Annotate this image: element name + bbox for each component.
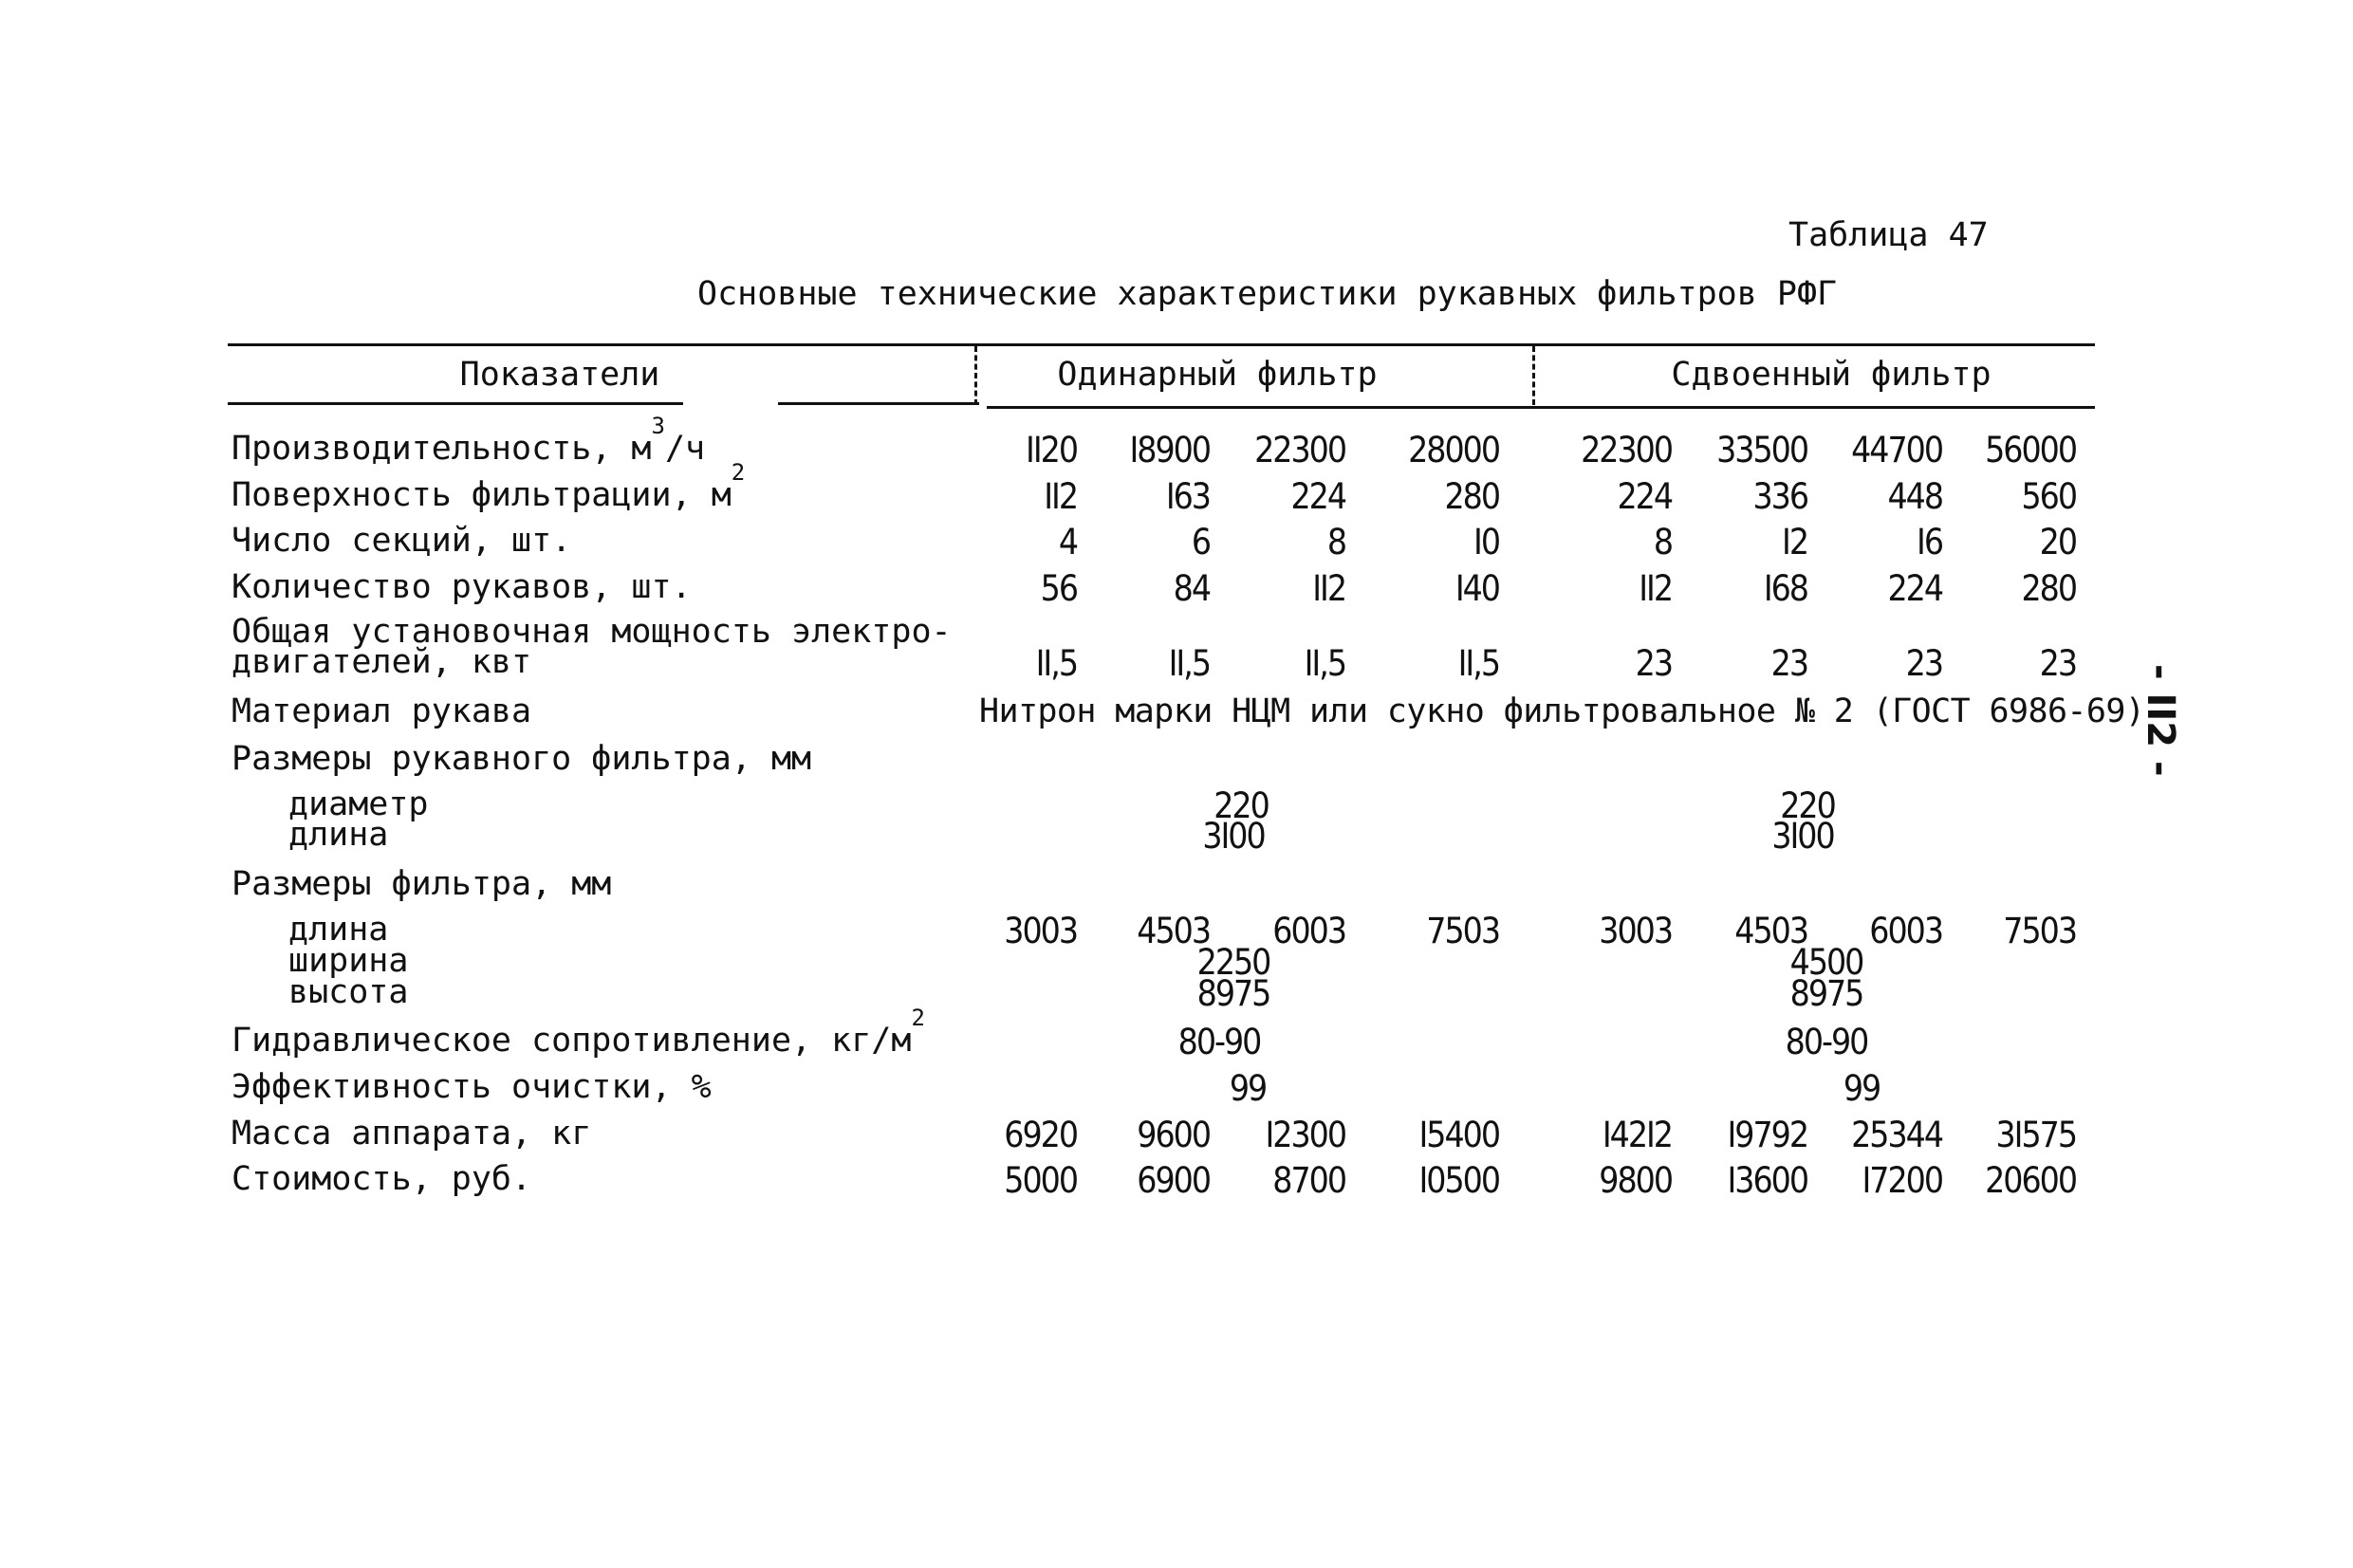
power-value-2: II,5 — [1168, 643, 1210, 684]
row-label-filter-dims: Размеры фильтра, мм — [232, 865, 612, 903]
header-divider-1 — [974, 346, 977, 405]
productivity-label-sup: 3 — [651, 413, 665, 440]
productivity-value-4: 28000 — [1408, 430, 1499, 470]
double-sleeve-diameter: 220 — [1780, 785, 1835, 826]
resistance-label-sup: 2 — [911, 1005, 925, 1032]
filter-length-value-3: 6003 — [1272, 911, 1345, 951]
mass-value-7: 25344 — [1851, 1115, 1942, 1155]
row-label-material: Материал рукава — [232, 692, 532, 730]
mass-value-8: 3I575 — [1995, 1115, 2076, 1155]
sleeves-value-6: I68 — [1763, 568, 1807, 609]
mass-value-3: I2300 — [1265, 1115, 1345, 1155]
productivity-value-3: 22300 — [1254, 430, 1345, 470]
table-title: Основные технические характеристики рукавных фильтров РФГ — [697, 275, 1838, 313]
table-label: Таблица 47 — [1788, 216, 1989, 254]
material-value: Нитрон марки НЦМ или сукно фильтровальное № 2 (ГОСТ 6986-69) — [979, 692, 2145, 730]
sleeves-value-4: I40 — [1454, 568, 1499, 609]
double-efficiency: 99 — [1843, 1068, 1881, 1109]
row-label-power-line2: двигателей, квт — [232, 643, 532, 681]
filter-length-value-1: 3003 — [1004, 911, 1077, 951]
sections-value-8: 20 — [2039, 522, 2076, 563]
row-label-sections: Число секций, шт. — [232, 522, 572, 560]
sleeves-value-3: II2 — [1312, 568, 1345, 609]
filter-height-label: высота — [288, 973, 409, 1011]
sleeves-value-2: 84 — [1173, 568, 1210, 609]
header-indicators: Показатели — [459, 356, 660, 394]
sections-value-4: I0 — [1473, 522, 1499, 563]
surface-value-2: I63 — [1165, 476, 1210, 517]
cost-value-4: I0500 — [1418, 1160, 1499, 1201]
double-sleeve-length: 3I00 — [1771, 816, 1834, 857]
sections-value-5: 8 — [1653, 522, 1672, 563]
filter-length-label: длина — [288, 911, 389, 949]
row-label-mass: Масса аппарата, кг — [232, 1115, 592, 1153]
sections-value-3: 8 — [1326, 522, 1345, 563]
single-filter-height: 8975 — [1196, 973, 1270, 1014]
header-bottom-rule-right — [987, 406, 2095, 409]
sections-value-1: 4 — [1058, 522, 1077, 563]
filter-width-label: ширина — [288, 942, 409, 980]
power-value-4: II,5 — [1457, 643, 1499, 684]
sleeves-value-1: 56 — [1040, 568, 1077, 609]
filter-length-value-2: 4503 — [1137, 911, 1210, 951]
cost-value-3: 8700 — [1272, 1160, 1345, 1201]
surface-value-7: 448 — [1887, 476, 1942, 517]
productivity-value-2: I8900 — [1129, 430, 1210, 470]
productivity-label-tail: /ч — [664, 430, 706, 468]
filter-length-value-8: 7503 — [2003, 911, 2076, 951]
sleeves-value-5: II2 — [1639, 568, 1672, 609]
single-efficiency: 99 — [1229, 1068, 1267, 1109]
sections-value-2: 6 — [1191, 522, 1210, 563]
header-divider-2 — [1532, 346, 1535, 405]
surface-value-3: 224 — [1290, 476, 1345, 517]
single-sleeve-length: 3I00 — [1202, 816, 1265, 857]
single-sleeve-diameter: 220 — [1214, 785, 1269, 826]
mass-value-6: I9792 — [1727, 1115, 1807, 1155]
surface-label-text: Поверхность фильтрации, м — [232, 476, 732, 514]
row-label-surface — [232, 459, 746, 514]
filter-length-value-5: 3003 — [1599, 911, 1672, 951]
filter-length-value-7: 6003 — [1869, 911, 1942, 951]
row-label-cost: Стоимость, руб. — [232, 1160, 532, 1198]
row-label-sleeves: Количество рукавов, шт. — [232, 568, 692, 606]
power-value-6: 23 — [1770, 643, 1807, 684]
header-bottom-rule-mid — [778, 402, 979, 405]
surface-label-sup: 2 — [731, 459, 746, 487]
surface-value-4: 280 — [1444, 476, 1499, 517]
filter-length-value-6: 4503 — [1734, 911, 1807, 951]
productivity-value-7: 44700 — [1851, 430, 1942, 470]
row-label-productivity — [232, 413, 706, 468]
mass-value-2: 9600 — [1137, 1115, 1210, 1155]
power-value-8: 23 — [2039, 643, 2076, 684]
sleeve-diameter-label: диаметр — [288, 785, 429, 823]
row-label-efficiency: Эффективность очистки, % — [232, 1068, 712, 1106]
single-resistance: 80-90 — [1177, 1022, 1261, 1062]
sections-value-7: I6 — [1917, 522, 1942, 563]
power-value-5: 23 — [1635, 643, 1672, 684]
cost-value-1: 5000 — [1004, 1160, 1077, 1201]
sleeves-value-7: 224 — [1887, 568, 1942, 609]
surface-value-8: 560 — [2021, 476, 2076, 517]
surface-value-6: 336 — [1752, 476, 1807, 517]
double-filter-height: 8975 — [1789, 973, 1863, 1014]
surface-value-1: II2 — [1044, 476, 1077, 517]
row-label-power-line1: Общая установочная мощность электро- — [232, 613, 952, 651]
resistance-label-text: Гидравлическое сопротивление, кг/м — [232, 1022, 912, 1060]
productivity-value-8: 56000 — [1985, 430, 2076, 470]
page-number: - II2 - — [2139, 664, 2182, 777]
sections-value-6: I2 — [1782, 522, 1807, 563]
mass-value-5: I42I2 — [1602, 1115, 1672, 1155]
header-single-filter: Одинарный фильтр — [1057, 356, 1378, 394]
single-filter-width: 2250 — [1196, 942, 1270, 983]
productivity-value-6: 33500 — [1716, 430, 1807, 470]
mass-value-1: 6920 — [1004, 1115, 1077, 1155]
row-label-sleeve-dims: Размеры рукавного фильтра, мм — [232, 740, 812, 778]
cost-value-5: 9800 — [1599, 1160, 1672, 1201]
cost-value-8: 20600 — [1985, 1160, 2076, 1201]
double-resistance: 80-90 — [1785, 1022, 1868, 1062]
cost-value-2: 6900 — [1137, 1160, 1210, 1201]
filter-length-value-4: 7503 — [1426, 911, 1499, 951]
sleeve-length-label: длина — [288, 816, 389, 854]
cost-value-7: I7200 — [1862, 1160, 1942, 1201]
cost-value-6: I3600 — [1727, 1160, 1807, 1201]
mass-value-4: I5400 — [1418, 1115, 1499, 1155]
power-value-3: II,5 — [1304, 643, 1345, 684]
row-label-resistance — [232, 1005, 925, 1060]
surface-value-5: 224 — [1617, 476, 1672, 517]
productivity-value-1: II20 — [1026, 430, 1077, 470]
power-value-7: 23 — [1905, 643, 1942, 684]
header-double-filter: Сдвоенный фильтр — [1671, 356, 1992, 394]
productivity-label-text: Производительность, м — [232, 430, 652, 468]
top-rule — [228, 343, 2095, 346]
productivity-value-5: 22300 — [1581, 430, 1672, 470]
header-bottom-rule-left — [228, 402, 683, 405]
power-value-1: II,5 — [1035, 643, 1077, 684]
double-filter-width: 4500 — [1789, 942, 1863, 983]
sleeves-value-8: 280 — [2021, 568, 2076, 609]
